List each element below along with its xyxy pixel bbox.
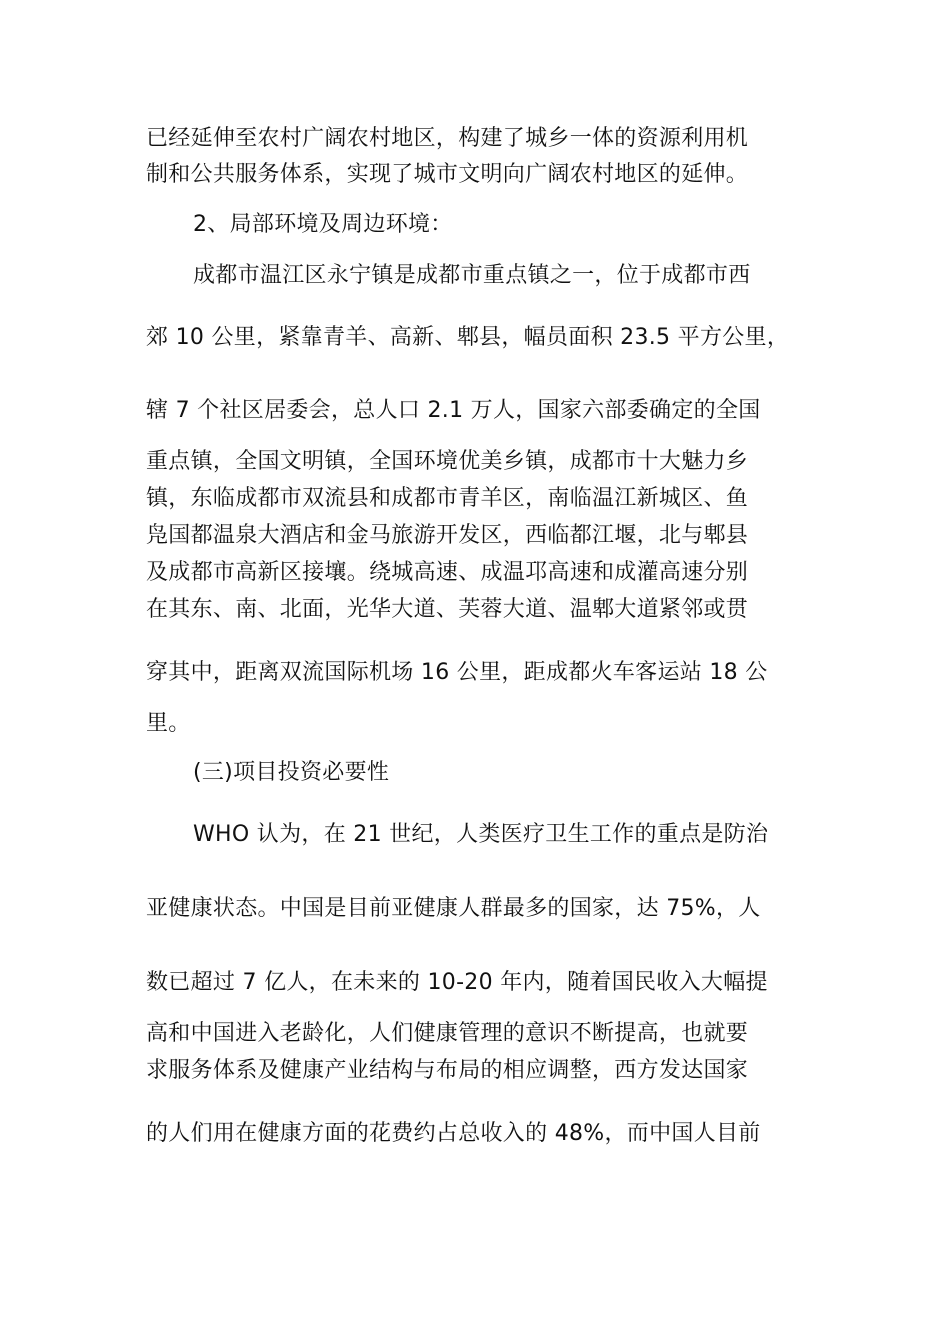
- section-heading-local-environment: 2、局部环境及周边环境：: [193, 212, 453, 237]
- text-line-7: 重点镇，全国文明镇，全国环境优美乡镇，成都市十大魅力乡: [146, 449, 749, 474]
- text-line-18: 高和中国进入老龄化，人们健康管理的意识不断提高，也就要: [146, 1021, 749, 1046]
- text-line-8: 镇，东临成都市双流县和成都市青羊区，南临温江新城区、鱼: [146, 486, 749, 511]
- text-line-5: 郊 10 公里，紧靠青羊、高新、郫县，幅员面积 23.5 平方公里，: [146, 325, 790, 350]
- text-line-6: 辖 7 个社区居委会，总人口 2.1 万人，国家六部委确定的全国: [146, 398, 761, 423]
- text-line-20: 的人们用在健康方面的花费约占总收入的 48%，而中国人目前: [146, 1121, 761, 1146]
- text-line-12: 穿其中，距离双流国际机场 16 公里，距成都火车客运站 18 公: [146, 660, 768, 685]
- text-line-11: 在其东、南、北面，光华大道、芙蓉大道、温郫大道紧邻或贯: [146, 597, 749, 622]
- text-line-16: 亚健康状态。中国是目前亚健康人群最多的国家，达 75%，人: [146, 896, 761, 921]
- text-line-13: 里。: [146, 711, 191, 736]
- text-line-1: 已经延伸至农村广阔农村地区，构建了城乡一体的资源利用机: [146, 126, 749, 151]
- section-heading-investment-necessity: (三)项目投资必要性: [193, 760, 390, 785]
- text-line-17: 数已超过 7 亿人，在未来的 10-20 年内，随着国民收入大幅提: [146, 970, 768, 995]
- text-line-9: 凫国都温泉大酒店和金马旅游开发区，西临都江堰，北与郫县: [146, 523, 749, 548]
- text-line-10: 及成都市高新区接壤。绕城高速、成温邛高速和成灌高速分别: [146, 560, 749, 585]
- text-line-4: 成都市温江区永宁镇是成都市重点镇之一，位于成都市西: [193, 263, 751, 288]
- text-line-15: WHO 认为，在 21 世纪，人类医疗卫生工作的重点是防治: [193, 822, 769, 847]
- text-line-2: 制和公共服务体系，实现了城市文明向广阔农村地区的延伸。: [146, 162, 749, 187]
- text-line-19: 求服务体系及健康产业结构与布局的相应调整，西方发达国家: [146, 1058, 749, 1083]
